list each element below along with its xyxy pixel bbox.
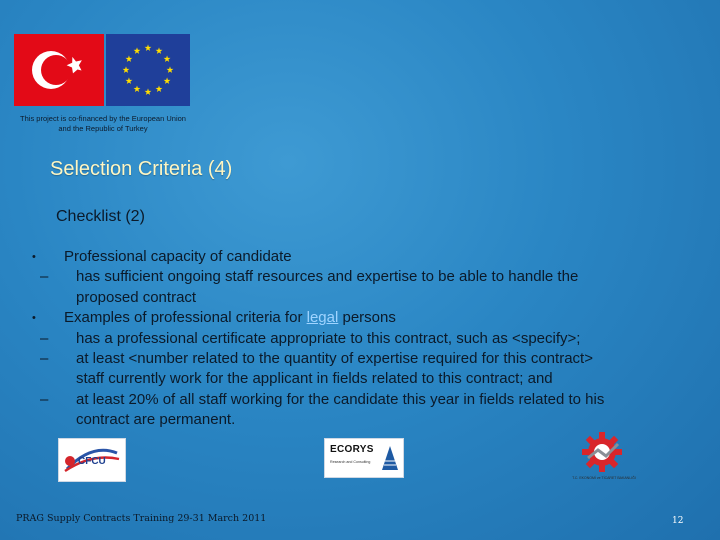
ecorys-tagline: Research and Consulting bbox=[330, 460, 371, 464]
ecorys-logo bbox=[324, 438, 404, 478]
dash-icon: – bbox=[40, 350, 49, 368]
bullet-icon: • bbox=[32, 251, 36, 263]
eu-star-icon bbox=[164, 55, 171, 62]
bullet-2-sub-3-line-1: at least 20% of all staff working for the candidate this year in fields related to his bbox=[76, 390, 605, 408]
turkey-flag-icon bbox=[14, 34, 104, 106]
ecorys-drop-icon bbox=[381, 445, 399, 471]
legal-link[interactable]: legal bbox=[306, 309, 339, 327]
cfcu-logo bbox=[58, 438, 126, 482]
footer-text: PRAG Supply Contracts Training 29-31 March 2011 bbox=[16, 513, 267, 524]
bullet-2-text-after: persons bbox=[338, 309, 396, 327]
bullet-2-text-before: Examples of professional criteria for bbox=[64, 309, 307, 327]
bullet-icon: • bbox=[32, 312, 36, 325]
eu-star-icon bbox=[145, 88, 152, 95]
bullet-2-sub-1: has a professional certificate appropriate to this contract, such as <specify>; bbox=[76, 329, 581, 347]
ministry-caption: T.C. EKONOMİ ve TİCARET BAKANLIĞI bbox=[572, 476, 636, 480]
bullet-1-sub-1-line-1: has sufficient ongoing staff resources and expertise to be able to handle the bbox=[76, 268, 579, 286]
criteria-list bbox=[20, 247, 710, 431]
eu-star-icon bbox=[123, 66, 130, 73]
bullet-2-sub-2-line-2: staff currently work for the applicant in fields related to this contract; and bbox=[76, 370, 553, 388]
eu-star-icon bbox=[134, 85, 141, 92]
eu-star-icon bbox=[156, 47, 163, 54]
list-item bbox=[20, 267, 710, 308]
disclaimer-line-2: and the Republic of Turkey bbox=[58, 124, 148, 133]
ministry-gear-logo bbox=[566, 430, 642, 486]
cofinancing-disclaimer bbox=[8, 114, 198, 134]
dash-icon: – bbox=[40, 390, 49, 408]
ecorys-wordmark: ECORYS bbox=[330, 444, 374, 455]
page-number: 12 bbox=[672, 516, 684, 526]
list-item bbox=[20, 390, 710, 431]
bullet-1-text: Professional capacity of candidate bbox=[64, 248, 292, 265]
cfcu-wordmark: CFCU bbox=[78, 456, 106, 467]
bullet-2-sub-3-line-2: contract are permanent. bbox=[76, 411, 236, 429]
dash-icon: – bbox=[40, 268, 49, 286]
list-item bbox=[20, 349, 710, 390]
bullet-2-sub-2-line-1: at least <number related to the quantity of expertise required for this contract> bbox=[76, 350, 593, 368]
slide-title: Selection Criteria (4) bbox=[50, 158, 233, 180]
eu-star-icon bbox=[126, 55, 133, 62]
bullet-1-sub-1-line-2: proposed contract bbox=[76, 288, 197, 306]
eu-star-icon bbox=[167, 66, 174, 73]
disclaimer-line-1: This project is co-financed by the European Union bbox=[20, 114, 186, 123]
eu-star-icon bbox=[126, 77, 133, 84]
eu-star-icon bbox=[145, 44, 152, 51]
eu-flag-icon bbox=[106, 34, 190, 106]
eu-star-icon bbox=[156, 85, 163, 92]
eu-star-icon bbox=[134, 47, 141, 54]
list-item bbox=[20, 329, 710, 349]
eu-star-icon bbox=[164, 77, 171, 84]
dash-icon: – bbox=[40, 329, 49, 347]
slide-subtitle: Checklist (2) bbox=[56, 208, 145, 225]
gear-icon bbox=[566, 430, 642, 476]
list-item bbox=[20, 247, 710, 267]
list-item bbox=[20, 308, 710, 328]
